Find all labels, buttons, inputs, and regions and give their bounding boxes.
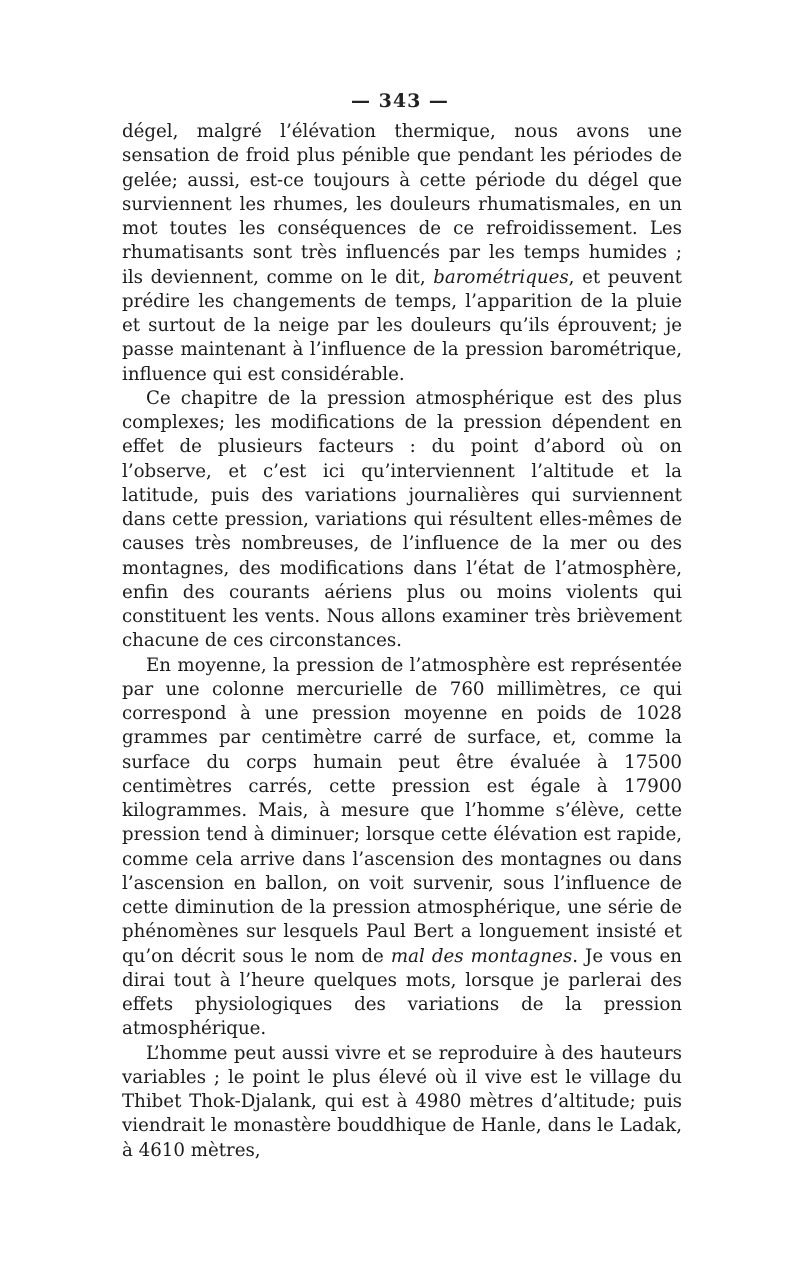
paragraph-2 bbox=[122, 387, 682, 654]
paragraph-3-text-b: . Je vous en dirai tout à l’heure quelques mots, lorsque je parlerai des effets physiologiques des variations de la pression atmosphérique. bbox=[122, 945, 682, 1040]
paragraph-3-text-a: En moyenne, la pression de l’atmosphère est représentée par une colonne mercurielle de 760 millimètres, ce qui correspond à une pression moyenne en poids de 1028 grammes par centimètre carré de surface, et, comme la surface du corps humain peut être évaluée à 17500 centimètres carrés, cette pression est égale à 17900 kilogrammes. Mais, à mesure que l’homme s’élève, cette pression tend à diminuer; lorsque cette élévation est rapide, comme cela arrive dans l’ascension des montagnes ou dans l’ascension en ballon, on voit survenir, sous l’influence de cette diminution de la pression atmosphérique, une série de phénomènes sur lesquels Paul Bert a longuement insisté et qu’on décrit sous le nom de bbox=[122, 654, 682, 967]
body-text bbox=[122, 120, 682, 1163]
paragraph-3 bbox=[122, 654, 682, 1042]
paragraph-3-italic-mal-des-montagnes: mal des montagnes bbox=[390, 945, 573, 967]
paragraph-1-text-a: dégel, malgré l’élévation thermique, nous avons une sensation de froid plus pénible que pendant les périodes de gelée; aussi, est-ce toujours à cette période du dégel que surviennent les rhumes, les douleurs rhumatismales, en un mot toutes les conséquences de ce refroidissement. Les rhumatisants sont très influencés par les temps humides ; ils deviennent, comme on le dit, bbox=[122, 121, 682, 288]
paragraph-1-italic-barometriques: barométriques bbox=[433, 266, 569, 288]
paragraph-4 bbox=[122, 1042, 682, 1163]
paragraph-1 bbox=[122, 120, 682, 387]
paragraph-1-text-b: , et peuvent prédire les changements de temps, l’apparition de la pluie et surtout de la neige par les douleurs qu’ils éprouvent; je passe maintenant à l’influence de la pression barométrique, influence qui est considérable. bbox=[122, 266, 682, 385]
paragraph-4-text: L’homme peut aussi vivre et se reproduire à des hauteurs variables ; le point le plus élevé où il vive est le village du Thibet Thok-Djalank, qui est à 4980 mètres d’altitude; puis viendrait le monastère bouddhique de Hanle, dans le Ladak, à 4610 mètres, bbox=[122, 1042, 682, 1161]
page-number: — 343 — bbox=[351, 90, 449, 112]
paragraph-2-text: Ce chapitre de la pression atmosphérique est des plus complexes; les modifications de la pression dépendent en effet de plusieurs facteurs : du point d’abord où on l’observe, et c’est ici qu’interviennent l’altitude et la latitude, puis des variations journalières qui surviennent dans cette pression, variations qui résultent elles-mêmes de causes très nombreuses, de l’influence de la mer ou des montagnes, des modifications dans l’état de l’atmosphère, enfin des courants aériens plus ou moins violents qui constituent les vents. Nous allons examiner très brièvement chacune de ces circonstances. bbox=[122, 387, 682, 652]
